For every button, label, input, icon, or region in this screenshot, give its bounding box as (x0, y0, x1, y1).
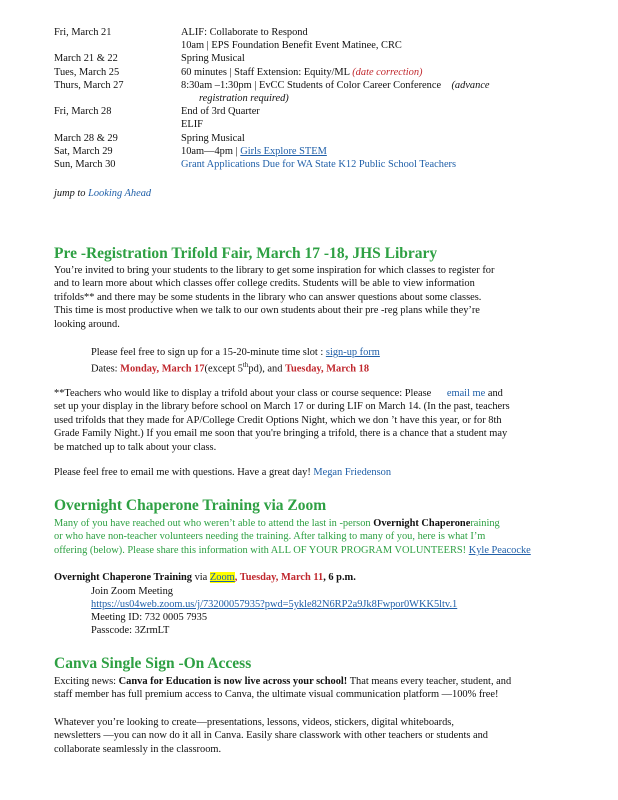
dates-label: Dates: (91, 363, 118, 375)
closing-line (54, 467, 391, 478)
schedule-line: ALIF: Collaborate to Respond (181, 27, 308, 38)
schedule-line: Spring Musical (181, 132, 245, 144)
schedule-row (54, 132, 574, 145)
trifold-heading: Pre -Registration Trifold Fair, March 17 -18, JHS Library (54, 245, 438, 262)
schedule-date: March 28 & 29 (54, 132, 118, 144)
teachers-paragraph (54, 387, 574, 454)
session-via: via (194, 572, 208, 583)
schedule-row (54, 26, 574, 52)
date-tuesday: Tuesday, March 18 (285, 363, 370, 375)
intro-bold: Overnight Chaperone (373, 518, 471, 529)
date-correction-note: (date correction) (352, 66, 423, 78)
trifold-intro (54, 264, 574, 331)
schedule-line: 60 minutes | Staff Extension: Equity/ML (181, 66, 350, 78)
canva-paragraph-1 (54, 675, 574, 702)
schedule-line: End of 3rd Quarter (181, 106, 260, 118)
schedule-row (54, 66, 574, 79)
session-line (54, 572, 356, 583)
schedule-description (181, 26, 574, 52)
schedule-row (54, 52, 574, 65)
schedule-date: Sat, March 29 (54, 145, 113, 157)
schedule-row (54, 145, 574, 158)
zoom-link[interactable]: Zoom (209, 572, 235, 583)
paragraph-line (54, 544, 574, 557)
share-text: offering (below). Please share this information with ALL OF YOUR PROGRAM VOLUNTEERS! (54, 544, 467, 556)
closing-text: Please feel free to email me with questions. Have a great day! (54, 467, 311, 478)
registration-note: (advance (451, 79, 490, 91)
passcode: Passcode: 3ZrmLT (91, 625, 170, 636)
date-monday: Monday, March 17 (120, 363, 205, 375)
schedule-row (54, 79, 574, 105)
session-date: , Tuesday, March 11 (234, 572, 324, 583)
zoom-url[interactable]: https://us04web.zoom.us/j/73200057935?pwd=5ykle82N6RP2a9Jk8Fwpor0WKK5ltv.1 (91, 599, 458, 610)
teachers-line: **Teachers who would like to display a trifold about your class or course sequence: Please (54, 388, 432, 399)
paragraph-line: trifolds** and there may be some students in the library who can answer questions about some classes. (54, 291, 482, 303)
registration-note-cont: registration required) (199, 93, 289, 105)
girls-explore-stem-link[interactable]: Girls Explore STEM (240, 145, 327, 157)
looking-ahead-link[interactable]: Looking Ahead (88, 188, 152, 199)
schedule-date: March 21 & 22 (54, 53, 118, 65)
intro-text-end: raining (470, 518, 500, 529)
paragraph-line: newsletters —you can now do it all in Canva. Easily share classwork with other teachers or students and (54, 730, 488, 742)
canva-paragraph-2 (54, 716, 574, 756)
schedule-line: 10am—4pm | (181, 145, 238, 157)
paragraph-line (54, 387, 574, 400)
join-zoom: Join Zoom Meeting (91, 586, 173, 597)
schedule-date: Thurs, March 27 (54, 79, 124, 91)
paragraph-line: be matched up to talk about your class. (54, 441, 217, 453)
schedule-date: Tues, March 25 (54, 66, 120, 78)
schedule-line: ELIF (181, 119, 203, 131)
intro-text: Many of you have reached out who weren’t able to attend the last in -person (54, 518, 371, 529)
paragraph-line: staff member has full premium access to Canva, the ultimate visual communication platform —100% free! (54, 689, 499, 701)
schedule-line: 10am | EPS Foundation Benefit Event Matinee, CRC (181, 40, 402, 52)
paragraph-line: set up your display in the library before school on March 17 or during LIF on March 14. (In the past, teachers (54, 401, 510, 413)
jump-prefix: jump to (54, 188, 86, 199)
meeting-id: Meeting ID: 732 0005 7935 (91, 612, 208, 623)
schedule-line: 8:30am –1:30pm | EvCC Students of Color Career Conference (181, 79, 442, 91)
schedule-line: Spring Musical (181, 53, 245, 65)
email-me-link[interactable]: email me (446, 388, 486, 399)
kyle-peacocke-link[interactable]: Kyle Peacocke (468, 544, 531, 556)
canva-exciting: Exciting news: (54, 676, 117, 687)
paragraph-line (54, 517, 574, 530)
paragraph-line: Grade Family Night.) If you email me soon that you're bringing a trifold, there is a chance that a student may (54, 428, 508, 440)
paragraph-line: You’re invited to bring your students to the library to get some inspiration for which classes to register for (54, 265, 495, 276)
signup-text: Please feel free to sign up for a 15-20-minute time slot : (91, 347, 324, 358)
dates-line (91, 359, 369, 376)
email-after-text: and (487, 388, 503, 399)
jump-to-line (54, 188, 151, 199)
schedule-row (54, 158, 574, 171)
schedule-date: Fri, March 21 (54, 27, 112, 38)
schedule-row (54, 105, 574, 131)
schedule-date: Fri, March 28 (54, 106, 112, 118)
schedule-description (181, 145, 574, 158)
signature-link[interactable]: Megan Friedenson (313, 467, 392, 478)
session-time: , 6 p.m. (323, 572, 356, 583)
paragraph-line: This time is most productive when we talk to our own students about their pre -reg plans while they’re (54, 305, 480, 317)
canva-text: That means every teacher, student, and (349, 676, 512, 687)
paragraph-line: looking around. (54, 318, 120, 330)
paragraph-line (54, 675, 574, 688)
schedule-date: Sun, March 30 (54, 159, 116, 171)
paragraph-line: collaborate seamlessly in the classroom. (54, 743, 222, 755)
signup-form-link[interactable]: sign-up form (325, 347, 380, 358)
paragraph-line: Whatever you’re looking to create—presentations, lessons, videos, stickers, digital whiteboards, (54, 717, 454, 728)
event-schedule (54, 26, 574, 171)
canva-bold: Canva for Education is now live across your school! (118, 676, 348, 687)
date-note: (except 5 (204, 363, 243, 375)
grant-applications-link[interactable]: Grant Applications Due for WA State K12 Public School Teachers (181, 159, 457, 171)
paragraph-line: or who have non-teacher volunteers needing the training. After talking to many of you, here is what I’m (54, 531, 486, 543)
paragraph-line: used trifolds that they made for AP/College Credit Options Night, which we don ’t have this year, or for 8th (54, 414, 502, 426)
signup-line (91, 346, 380, 359)
chaperone-intro (54, 517, 574, 557)
schedule-description (181, 79, 574, 105)
paragraph-line: and to learn more about which classes offer college credits. Students will be able to view information (54, 278, 475, 290)
schedule-description (181, 105, 574, 131)
canva-heading: Canva Single Sign -On Access (54, 655, 252, 672)
schedule-description (181, 66, 574, 79)
chaperone-heading: Overnight Chaperone Training via Zoom (54, 497, 327, 514)
zoom-url-link[interactable] (91, 598, 457, 611)
session-title: Overnight Chaperone Training (54, 572, 192, 583)
date-note-cont: pd), and (248, 363, 283, 375)
date-note-sup: th (242, 361, 249, 369)
